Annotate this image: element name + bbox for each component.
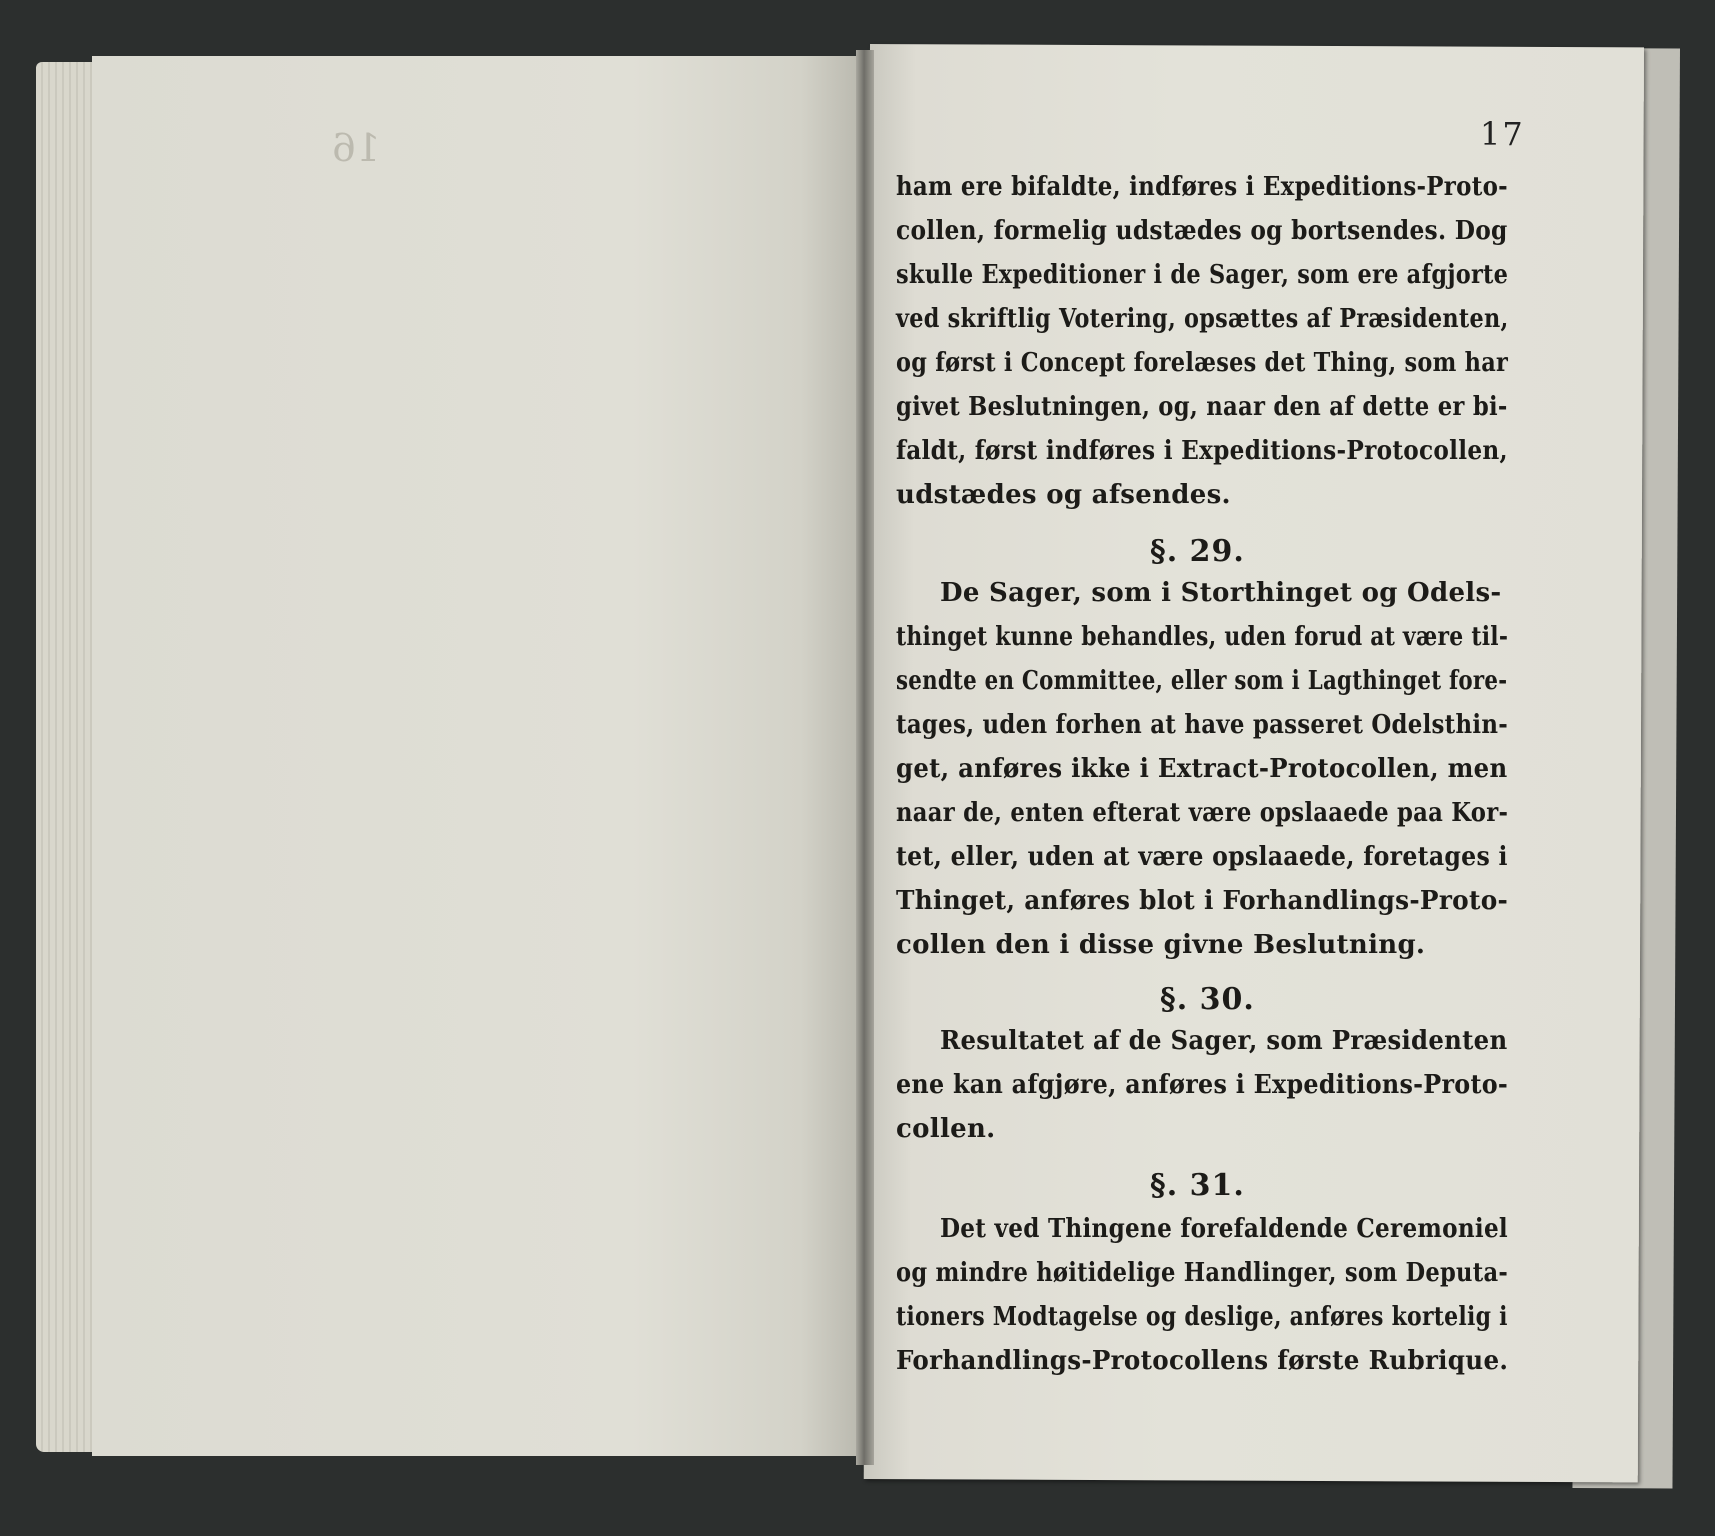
text-line: sendte en Committee, eller som i Lagthinget fore- bbox=[896, 666, 1508, 696]
text-line: thinget kunne behandles, uden forud at være til- bbox=[896, 622, 1509, 652]
text-line: givet Beslutningen, og, naar den af dette er bi- bbox=[896, 392, 1508, 422]
left-page bbox=[92, 56, 862, 1456]
book-gutter bbox=[856, 50, 874, 1465]
text-line: Thinget, anføres blot i Forhandlings-Proto- bbox=[896, 886, 1509, 916]
section-heading-29: §. 29. bbox=[1150, 534, 1245, 569]
left-page-number: 16 bbox=[332, 126, 381, 170]
text-line: ham ere bifaldte, indføres i Expeditions-Proto- bbox=[896, 172, 1508, 202]
text-line: udstædes og afsendes. bbox=[896, 480, 1231, 510]
page-number: 17 bbox=[1480, 115, 1525, 153]
text-line: tet, eller, uden at være opslaaede, foretages i bbox=[896, 842, 1508, 872]
text-line: skulle Expeditioner i de Sager, som ere afgjorte bbox=[896, 260, 1509, 290]
text-line: Det ved Thingene forefaldende Ceremoniel bbox=[940, 1214, 1508, 1244]
text-line: collen, formelig udstædes og bortsendes. Dog bbox=[896, 216, 1508, 246]
text-line: ved skriftlig Votering, opsættes af Præsidenten, bbox=[896, 304, 1509, 334]
text-line: tioners Modtagelse og deslige, anføres kortelig i bbox=[896, 1302, 1508, 1332]
text-line: collen den i disse givne Beslutning. bbox=[896, 930, 1426, 960]
text-line: get, anføres ikke i Extract-Protocollen, men bbox=[896, 754, 1508, 784]
text-line: og mindre høitidelige Handlinger, som Deputa- bbox=[896, 1258, 1508, 1288]
text-line: collen. bbox=[896, 1114, 996, 1144]
text-line: tages, uden forhen at have passeret Odelsthin- bbox=[896, 710, 1508, 740]
page-edges bbox=[36, 62, 96, 1452]
text-line: faldt, først indføres i Expeditions-Protocollen, bbox=[896, 436, 1508, 466]
section-heading-30: §. 30. bbox=[1160, 982, 1255, 1017]
text-line: Forhandlings-Protocollens første Rubrique. bbox=[896, 1346, 1509, 1376]
section-heading-31: §. 31. bbox=[1150, 1168, 1245, 1203]
text-line: og først i Concept forelæses det Thing, som har bbox=[896, 348, 1509, 378]
text-line: naar de, enten efterat være opslaaede paa Kor- bbox=[896, 798, 1509, 828]
text-line: De Sager, som i Storthinget og Odels- bbox=[940, 578, 1502, 608]
text-line: Resultatet af de Sager, som Præsidenten bbox=[940, 1026, 1508, 1056]
text-line: ene kan afgjøre, anføres i Expeditions-Proto- bbox=[896, 1070, 1509, 1100]
